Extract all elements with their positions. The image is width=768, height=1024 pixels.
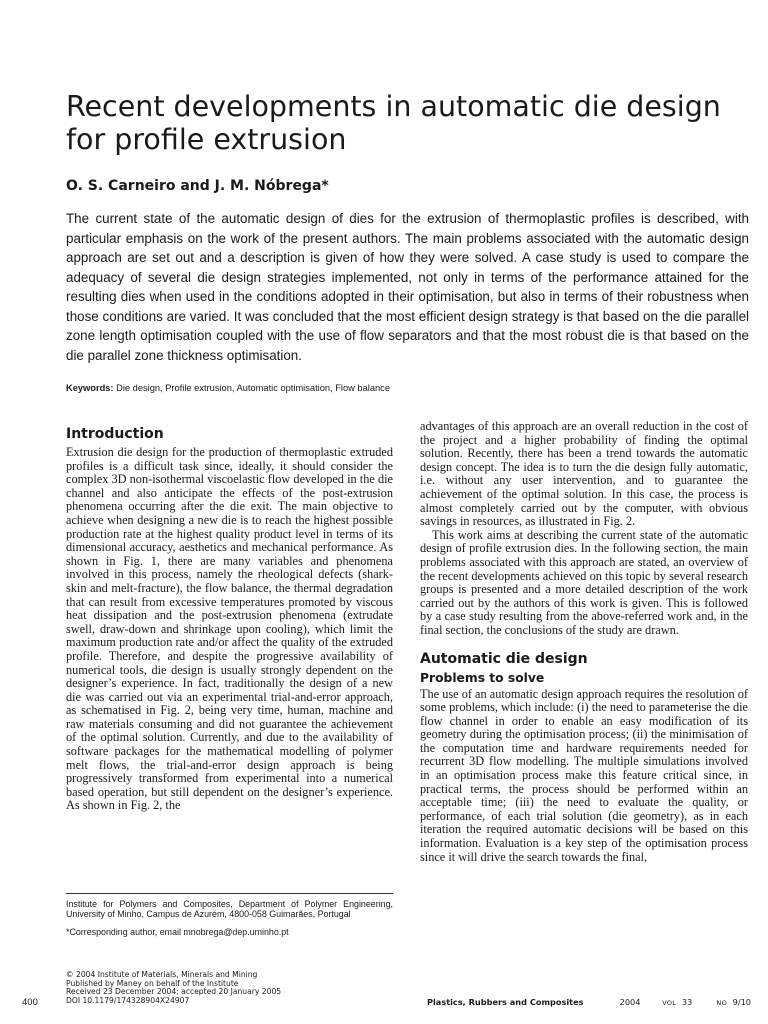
author-list: O. S. Carneiro and J. M. Nóbrega* [66,178,329,194]
section-spacer [420,638,748,650]
body-paragraph: The use of an automatic design approach requires the resolution of some problems, which include: (i) the need to parameterise the die flow channel in order to enable an easy modification of its geometry during the optimisation process; (ii) the minimisation of the computation time and hardware requirements needed for recurrent 3D flow modelling. The multiple simulations involved in an optimisation process make this feature critical since, in practical terms, the process should be performed within an acceptable time; (iii) the need to evaluate the quality, or performance, of each trial solution (die geometry), as in each iteration the required automatic decisions will be based on this information. Evaluation is a key step of the optimisation process since it will drive the search towards the final, [420,686,748,864]
paper-title: Recent developments in automatic die design for profile extrusion [66,90,721,156]
right-column [420,420,748,864]
body-paragraph: advantages of this approach are an overall reduction in the cost of the project and a higher probability of finding the optimal solution. Recently, there has been a trend towards the automatic design concept. The idea is to turn the die design fully automatic, i.e. without any user intervention, and to guarantee the achievement of the optimal solution. In this case, the process is almost completely carried out by the computer, with obvious savings in resources, as illustrated in Fig. 2. [420,419,748,529]
page-number: 400 [22,997,38,1008]
publication-info [66,971,366,1006]
publisher-line: Published by Maney on behalf of the Institute [66,978,239,988]
footnote-divider [66,893,393,894]
keywords [66,383,749,393]
journal-year: 2004 [619,997,641,1007]
introduction-heading: Introduction [66,426,164,442]
doi-line: DOI 10.1179/174328904X24907 [66,996,190,1006]
introduction-paragraph: Extrusion die design for the production of thermoplastic extruded profiles is a difficult task since, ideally, it should consider the complex 3D non-isothermal viscoelastic flow developed in the die channel and also anticipate the effects of the post-extrusion phenomena occurring after the die exit. The main objective to achieve when designing a new die is to reach the highest possible production rate at the highest quality product level in terms of its dimensional accuracy, aesthetics and mechanical performance. As shown in Fig. 1, there are many variables and phenomena involved in this process, namely the rheological defects (shark-skin and melt-fracture), the flow balance, the thermal degradation that can result from excessive temperatures promoted by viscous heat dissipation and the post-extrusion phenomena (extrudate swell, draw-down and shrinkage upon cooling), which limit the maximum production rate and/or affect the quality of the extruded profile. Therefore, and despite the progressive availability of numerical tools, die design is usually strongly dependent on the designer’s experience. In fact, traditionally the design of a new die was carried out via an experimental trial-and-error approach, as schematised in Fig. 2, being very time, human, machine and raw materials consuming and did not guarantee the achievement of the optimal solution. Currently, and due to the availability of software packages for the mathematical modelling of polymer melt flows, the trial-and-error design approach is being progressively transformed from experimental into a numerical based operation, but still dependent on the designer’s experience. As shown in Fig. 2, the [66,445,393,813]
keywords-text: Die design, Profile extrusion, Automatic optimisation, Flow balance [116,383,391,393]
affiliation-footnote: Institute for Polymers and Composites, Department of Polymer Engineering, University of Minho, Campus de Azurém, 4800-058 Guimarães, Portugal [66,899,393,920]
footnotes [66,899,393,944]
volume-number: 33 [681,997,693,1007]
issue-number: 9/10 [732,997,752,1007]
subsection-heading-problems-to-solve: Problems to solve [420,670,545,685]
received-line: Received 23 December 2004; accepted 20 January 2005 [66,987,282,997]
journal-name: Plastics, Rubbers and Composites [427,997,584,1007]
issue-label: NO [716,999,728,1007]
copyright-line: © 2004 Institute of Materials, Minerals and Mining [66,970,258,979]
journal-footer [427,997,752,1007]
corresponding-author-footnote: *Corresponding author, email mnobrega@dep.uminho.pt [66,926,289,937]
volume-label: VOL [662,999,677,1007]
section-heading-automatic-die-design: Automatic die design [420,650,588,667]
keywords-label: Keywords: [66,383,114,393]
left-column [66,425,393,813]
body-paragraph: This work aims at describing the current state of the automatic design of profile extrusion dies. In the following section, the main problems associated with this approach are stated, an overview of the recent developments achieved on this topic by several research groups is presented and a more detailed description of the work carried out by the authors of this work is given. This is followed by a case study resulting from the above-referred work and, in the final section, the conclusions of the study are drawn. [420,527,748,637]
abstract: The current state of the automatic design of dies for the extrusion of thermoplastic profiles is described, with particular emphasis on the work of the present authors. The main problems associated with the automatic design approach are set out and a description is given of how they were solved. A case study is used to compare the adequacy of several die design strategies implemented, not only in terms of the performance attained for the resulting dies when used in the conditions adopted in their optimisation, but also in terms of their robustness when those conditions are varied. It was concluded that the most efficient design strategy is that based on the die parallel zone length optimisation coupled with the use of flow separators and that the most robust die is that based on the die parallel zone thickness optimisation. [66,211,749,363]
